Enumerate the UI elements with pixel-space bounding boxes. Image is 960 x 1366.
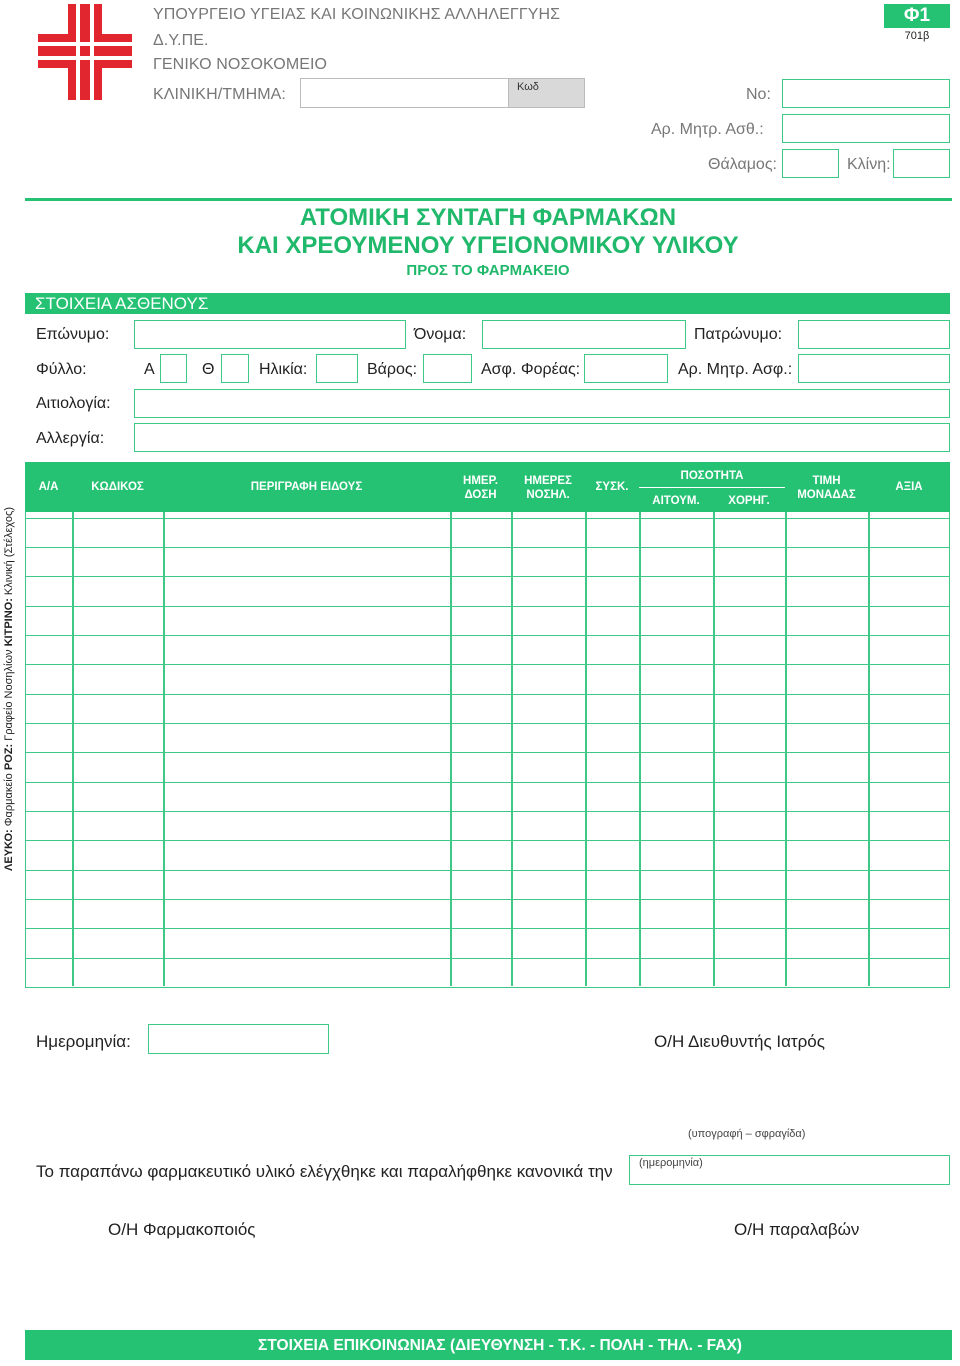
ministry-name: ΥΠΟΥΡΓΕΙΟ ΥΓΕΙΑΣ ΚΑΙ ΚΟΙΝΩΝΙΚΗΣ ΑΛΛΗΛΕΓΓΥΗΣ — [153, 6, 561, 23]
column-rule — [713, 512, 715, 986]
col-days-line2: ΝΟΣΗΛ. — [526, 489, 570, 501]
row-rule — [26, 811, 949, 812]
sex-male-checkbox[interactable] — [160, 354, 187, 383]
row-rule — [26, 723, 949, 724]
pink-copy-text: Γραφείο Νοσηλίων — [3, 646, 15, 744]
weight-field[interactable] — [423, 354, 472, 383]
date-field[interactable] — [148, 1024, 329, 1054]
column-rule — [585, 512, 587, 986]
clinic-label: ΚΛΙΝΙΚΗ/ΤΜΗΜΑ: — [153, 86, 286, 103]
yellow-copy-label: ΚΙΤΡΙΝΟ: — [3, 598, 15, 647]
items-table-body[interactable] — [25, 512, 950, 988]
copy-distribution-note — [3, 489, 17, 889]
insurer-field[interactable] — [584, 354, 668, 383]
bed-field[interactable] — [893, 149, 950, 178]
form-sub-code: 701β — [904, 30, 930, 42]
column-rule — [511, 512, 513, 986]
white-copy-label: ΛΕΥΚΟ: — [3, 829, 15, 871]
patient-reg-field[interactable] — [782, 114, 950, 143]
ward-field[interactable] — [782, 149, 839, 178]
col-requested-header: ΑΙΤΟΥΜ. — [652, 495, 700, 507]
no-label: Νο: — [746, 86, 771, 103]
hospital-logo-icon — [38, 4, 132, 100]
column-rule — [785, 512, 787, 986]
code-label: Κωδ — [517, 81, 539, 93]
code-field[interactable] — [508, 78, 585, 108]
cause-field[interactable] — [134, 389, 950, 418]
row-rule — [26, 518, 949, 519]
col-unit-price-line1: ΤΙΜΗ — [812, 475, 841, 487]
yellow-copy-text: Κλινική (Στέλεχος) — [3, 507, 15, 599]
ward-label: Θάλαμος: — [708, 156, 777, 173]
title-rule — [25, 198, 952, 201]
quantity-divider — [639, 487, 785, 488]
column-rule — [72, 512, 74, 986]
father-name-field[interactable] — [798, 320, 950, 349]
column-rule — [450, 512, 452, 986]
patient-reg-label: Αρ. Μητρ. Ασθ.: — [651, 121, 764, 138]
insurer-label: Ασφ. Φορέας: — [481, 361, 581, 378]
surname-label: Επώνυμο: — [36, 326, 110, 343]
no-field[interactable] — [782, 79, 950, 108]
dype-name: Δ.Υ.ΠΕ. — [153, 32, 209, 49]
row-rule — [26, 635, 949, 636]
age-field[interactable] — [316, 354, 358, 383]
row-rule — [26, 899, 949, 900]
col-days-header — [511, 474, 585, 502]
row-rule — [26, 547, 949, 548]
receipt-date-field[interactable] — [629, 1155, 950, 1185]
hospital-name: ΓΕΝΙΚΟ ΝΟΣΟΚΟΜΕΙΟ — [153, 56, 328, 73]
receipt-statement: Το παραπάνω φαρμακευτικό υλικό ελέγχθηκε και παραλήφθηκε κανονικά την — [36, 1162, 613, 1181]
bed-label: Κλίνη: — [847, 156, 891, 173]
row-rule — [26, 840, 949, 841]
form-title-line3: ΠΡΟΣ ΤΟ ΦΑΡΜΑΚΕΙΟ — [406, 262, 570, 279]
sex-female-label: Θ — [202, 361, 215, 378]
row-rule — [26, 664, 949, 665]
col-value-header: ΑΞΙΑ — [895, 481, 923, 493]
date-label: Ημερομηνία: — [36, 1032, 131, 1051]
receiver-label: Ο/Η παραλαβών — [734, 1220, 860, 1239]
row-rule — [26, 694, 949, 695]
contact-bar — [25, 1330, 952, 1360]
col-given-header: ΧΟΡΗΓ. — [728, 495, 770, 507]
pharmacist-label: Ο/Η Φαρμακοποιός — [108, 1220, 256, 1239]
allergy-label: Αλλεργία: — [36, 430, 105, 447]
pink-copy-label: ΡΟΖ: — [3, 743, 15, 771]
insurance-reg-label: Αρ. Μητρ. Ασφ.: — [678, 361, 793, 378]
col-code-header: ΚΩΔΙΚΟΣ — [91, 481, 144, 493]
col-daily-dose-header — [450, 474, 511, 502]
signature-note: (υπογραφή – σφραγίδα) — [688, 1128, 806, 1140]
col-unit-price-line2: ΜΟΝΑΔΑΣ — [797, 489, 856, 501]
allergy-field[interactable] — [134, 423, 950, 452]
sex-male-label: Α — [144, 361, 155, 378]
cause-label: Αιτιολογία: — [36, 395, 111, 412]
weight-label: Βάρος: — [367, 361, 418, 378]
patient-section-bar — [25, 293, 950, 314]
col-aa-header: Α/Α — [38, 481, 59, 493]
col-unit-price-header — [785, 474, 868, 502]
row-rule — [26, 752, 949, 753]
name-label: Όνομα: — [414, 326, 467, 343]
col-package-header: ΣΥΣΚ. — [595, 481, 629, 493]
col-days-line1: ΗΜΕΡΕΣ — [524, 475, 572, 487]
sex-label: Φύλλο: — [36, 361, 87, 378]
col-daily-dose-line2: ΔΟΣΗ — [464, 489, 497, 501]
row-rule — [26, 576, 949, 577]
insurance-reg-field[interactable] — [798, 354, 950, 383]
surname-field[interactable] — [134, 320, 406, 349]
form-title-line2: ΚΑΙ ΧΡΕΟΥΜΕΝΟΥ ΥΓΕΙΟΝΟΜΙΚΟΥ ΥΛΙΚΟΥ — [237, 232, 739, 259]
row-rule — [26, 958, 949, 959]
column-rule — [868, 512, 870, 986]
contact-text: ΣΤΟΙΧΕΙΑ ΕΠΙΚΟΙΝΩΝΙΑΣ (ΔΙΕΥΘΥΝΣΗ - Τ.Κ. - ΠΟΛΗ - ΤΗΛ. - FAX) — [258, 1337, 742, 1354]
column-rule — [639, 512, 641, 986]
form-code-badge — [884, 4, 950, 28]
clinic-field[interactable] — [300, 78, 510, 108]
col-description-header: ΠΕΡΙΓΡΑΦΗ ΕΙΔΟΥΣ — [250, 481, 363, 493]
name-field[interactable] — [482, 320, 686, 349]
row-rule — [26, 606, 949, 607]
row-rule — [26, 782, 949, 783]
form-title-line1: ΑΤΟΜΙΚΗ ΣΥΝΤΑΓΗ ΦΑΡΜΑΚΩΝ — [299, 204, 677, 231]
director-label: Ο/Η Διευθυντής Ιατρός — [654, 1032, 825, 1051]
father-name-label: Πατρώνυμο: — [694, 326, 783, 343]
form-code: Φ1 — [903, 5, 931, 26]
receipt-date-note: (ημερομηνία) — [639, 1157, 703, 1169]
col-quantity-header: ΠΟΣΟΤΗΤΑ — [680, 470, 744, 482]
sex-female-checkbox[interactable] — [221, 354, 249, 383]
col-daily-dose-line1: ΗΜΕΡ. — [463, 475, 498, 487]
row-rule — [26, 870, 949, 871]
patient-section-title: ΣΤΟΙΧΕΙΑ ΑΣΘΕΝΟΥΣ — [35, 294, 209, 313]
age-label: Ηλικία: — [259, 361, 308, 378]
row-rule — [26, 928, 949, 929]
column-rule — [163, 512, 165, 986]
white-copy-text: Φαρμακείο — [3, 770, 15, 830]
